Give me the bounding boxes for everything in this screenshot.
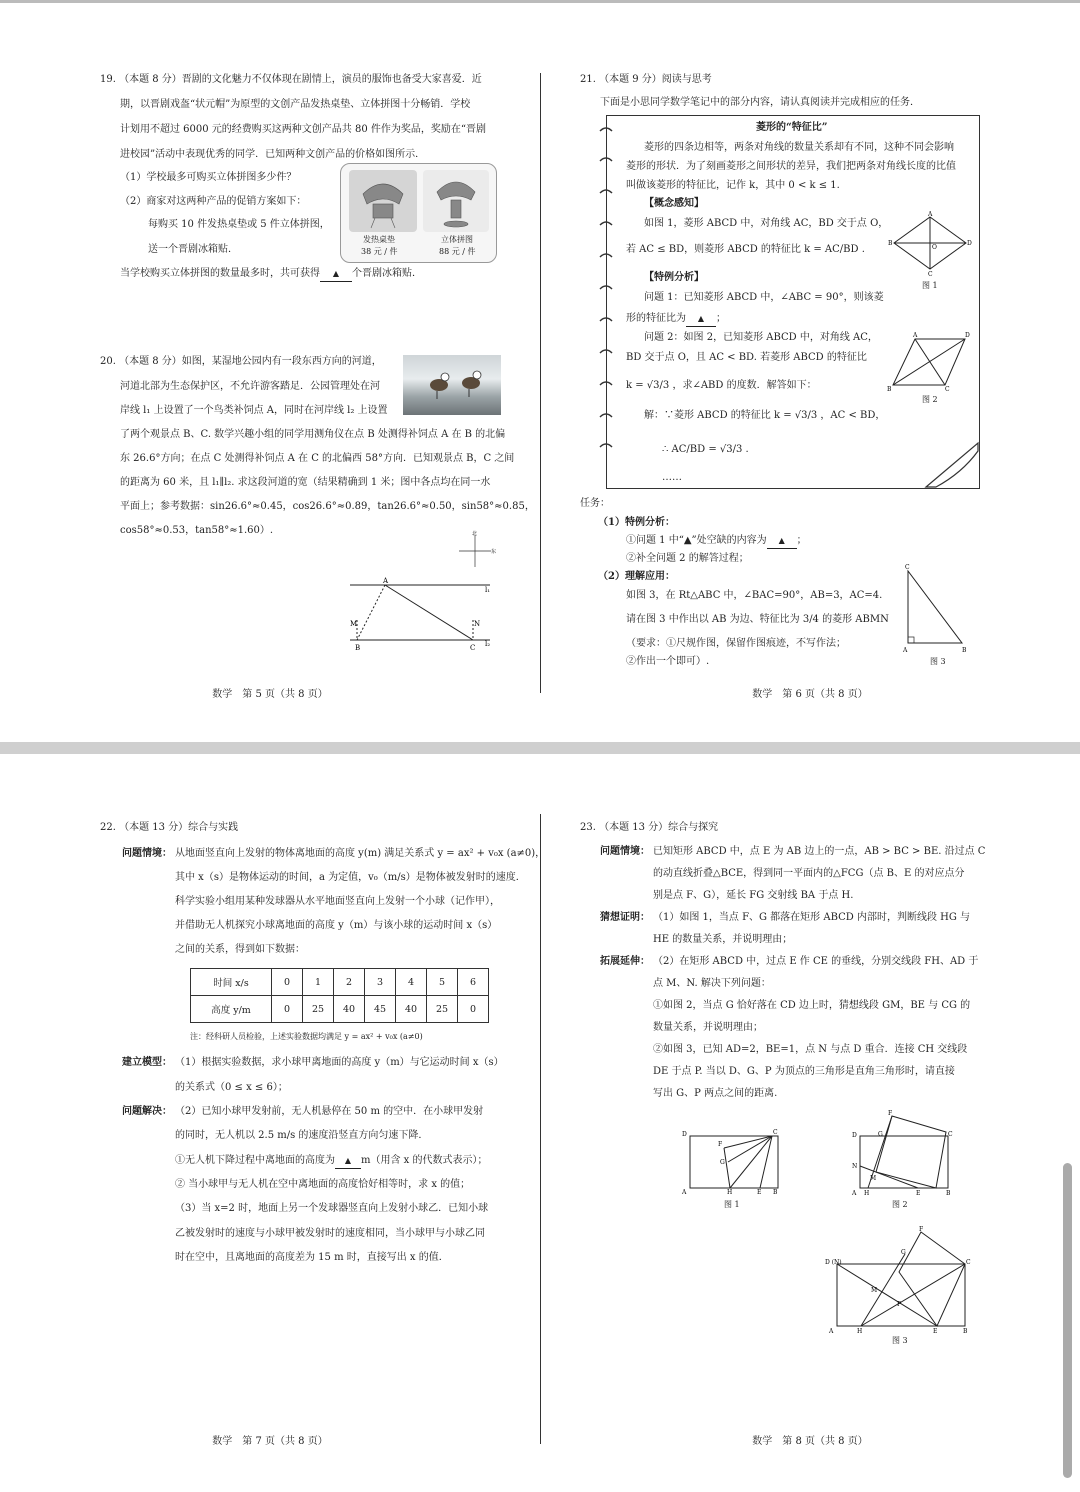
svg-text:M: M xyxy=(870,1175,877,1182)
q22-s3: 科学实验小组用某种发球器从水平地面竖直向上发射一个小球（记作甲）， xyxy=(175,896,500,907)
q22-r3 xyxy=(175,1154,487,1169)
table-row-height xyxy=(191,996,489,1023)
svg-text:C: C xyxy=(470,644,476,652)
table-cell: 40 xyxy=(334,996,365,1023)
q23-figure-2 xyxy=(850,1110,960,1198)
svg-text:D: D xyxy=(967,240,972,247)
table-cell: 2 xyxy=(334,969,365,996)
answer-blank[interactable]: ▲ xyxy=(767,534,797,549)
note-line-11: BD 交于点 O，且 AC < BD. 若菱形 ABCD 的特征比 xyxy=(626,352,867,363)
svg-text:P: P xyxy=(897,1301,902,1308)
q19-line-2: 期，以晋剧戏盔“状元帽”为原型的文创产品发热桌垫、立体拼图十分畅销．学校 xyxy=(120,99,471,110)
task-heading: 任务： xyxy=(580,498,610,509)
q22-model-label: 建立模型： xyxy=(122,1057,172,1068)
bird-photo xyxy=(403,355,501,415)
note-line-2: 菱形的形状．为了刻画菱形之间形状的差异，我们把两条对角线长度的比值 xyxy=(626,161,956,172)
q22-s5: 之间的关系，得到如下数据： xyxy=(175,944,305,955)
q23-e5: ②如图 3，已知 AD=2，BE=1，点 N 与点 D 重合．连接 CH 交线段 xyxy=(653,1044,968,1055)
q23-figure-1-caption: 图 1 xyxy=(724,1200,740,1209)
q23-guess-label: 猜想证明： xyxy=(600,912,650,923)
q22-s4: 并借助无人机探究小球离地面的高度 y（m）与该小球的运动时间 x（s） xyxy=(175,920,498,931)
q22-r2: 的同时，无人机以 2.5 m/s 的速度沿竖直方向匀速下降． xyxy=(175,1130,429,1141)
svg-text:F: F xyxy=(888,1110,893,1117)
svg-text:H: H xyxy=(857,1328,863,1335)
svg-text:B: B xyxy=(887,386,892,393)
q19-line-4: 进校园”活动中表现优秀的同学．已知两种文创产品的价格如图所示． xyxy=(120,149,426,160)
page-7-footer: 数学 第 7 页（共 8 页） xyxy=(212,1436,328,1447)
svg-text:A: A xyxy=(903,647,908,654)
product-1-name: 发热桌垫 xyxy=(363,235,395,244)
q23-e7: 写出 G、P 两点之间的距离. xyxy=(653,1088,778,1099)
svg-text:l₁: l₁ xyxy=(485,586,491,594)
note-line-9: 形的特征比为 ▲ ； xyxy=(626,312,726,327)
svg-text:B: B xyxy=(946,1190,951,1197)
svg-text:B: B xyxy=(773,1189,778,1196)
svg-text:E: E xyxy=(916,1190,921,1197)
svg-text:N: N xyxy=(852,1163,858,1170)
note-line-12: k = √3/3 ，求∠ABD 的度数．解答如下： xyxy=(626,380,817,391)
q23-s1: 已知矩形 ABCD 中，点 E 为 AB 边上的一点，AB > BC > BE. 沿过点 C xyxy=(653,846,986,857)
table-row-time xyxy=(191,969,489,996)
svg-text:A: A xyxy=(928,211,933,218)
q23-s2: 的动直线折叠△BCE，得到同一平面内的△FCG（点 B、E 的对应点分 xyxy=(653,868,965,879)
table-cell: 1 xyxy=(303,969,334,996)
svg-text:D: D xyxy=(682,1131,687,1138)
table-cell: 25 xyxy=(303,996,334,1023)
note-line-9-text: 形的特征比为 xyxy=(626,313,686,324)
q21-intro: 下面是小思同学数学笔记中的部分内容，请认真阅读并完成相应的任务． xyxy=(600,97,920,108)
q23-e3: ①如图 2，当点 G 恰好落在 CD 边上时，猜想线段 GM，BE 与 CG 的 xyxy=(653,1000,971,1011)
figure-2-rhombus xyxy=(885,329,975,395)
task-2d: ②作出一个即可）. xyxy=(626,656,710,667)
svg-text:A: A xyxy=(682,1189,687,1196)
figure-2-caption: 图 2 xyxy=(922,395,938,404)
svg-text:l₂: l₂ xyxy=(485,640,491,648)
task-1a-text: ①问题 1 中“▲”处空缺的内容为 xyxy=(626,535,767,546)
river-diagram xyxy=(345,575,505,655)
answer-blank[interactable]: ▲ xyxy=(320,267,352,282)
q22-solve-label: 问题解决： xyxy=(122,1106,172,1117)
q19-sub-1: （1）学校最多可购买立体拼图多少件？ xyxy=(120,172,297,183)
q23-e2: 点 M、N. 解决下列问题： xyxy=(653,978,771,989)
q20-line-8: cos58°≈0.53，tan58°≈1.60）. xyxy=(120,525,274,536)
svg-text:M: M xyxy=(350,620,358,628)
q20-line-1: 20. （本题 8 分）如图，某湿地公园内有一段东西方向的河道， xyxy=(100,356,382,367)
q19-sub-3 xyxy=(120,267,422,282)
q20-line-6: 的距离为 60 米，且 l₁∥l₂. 求这段河道的宽（结果精确到 1 米；图中各点均在同一水 xyxy=(120,477,491,488)
svg-text:D: D xyxy=(965,332,970,339)
svg-text:东: 东 xyxy=(491,549,497,555)
svg-text:E: E xyxy=(933,1328,938,1335)
q19-sub-2: （2）商家对这两种产品的促销方案如下： xyxy=(120,196,307,207)
q23-figure-2-caption: 图 2 xyxy=(892,1200,908,1209)
product-price-image xyxy=(340,163,497,263)
compass-icon xyxy=(455,531,495,571)
svg-text:B: B xyxy=(355,644,361,652)
q22-r1: （2）已知小球甲发射前，无人机悬停在 50 m 的空中．在小球甲发射 xyxy=(175,1106,484,1117)
q23-g1: （1）如图 1，当点 F、G 都落在矩形 ABCD 内部时，判断线段 HG 与 xyxy=(653,912,971,923)
task-2b: 请在图 3 中作出以 AB 为边、特征比为 3/4 的菱形 ABMN xyxy=(626,614,889,625)
table-cell: 0 xyxy=(272,996,303,1023)
task-1: （1）特例分析： xyxy=(598,517,675,528)
svg-text:D (N): D (N) xyxy=(825,1259,842,1266)
note-line-13: 解：∵菱形 ABCD 的特征比 k = √3/3 ，AC < BD， xyxy=(644,410,886,421)
svg-text:D: D xyxy=(852,1132,857,1139)
q22-r5: （3）当 x=2 时，地面上另一个发球器竖直向上发射小球乙．已知小球 xyxy=(175,1203,489,1214)
product-2-price: 88 元 / 件 xyxy=(439,247,476,256)
note-line-5: 如图 1，菱形 ABCD 中，对角线 AC，BD 交于点 O， xyxy=(644,218,889,229)
data-table xyxy=(190,968,489,1023)
task-1b: ②补全问题 2 的解答过程； xyxy=(626,553,749,564)
q21-heading: 21. （本题 9 分）阅读与思考 xyxy=(580,74,712,85)
svg-text:A: A xyxy=(383,577,389,585)
q22-r4: ② 当小球甲与无人机在空中离地面的高度恰好相等时，求 x 的值； xyxy=(175,1179,471,1190)
q19-sub-3-tail: 个晋剧冰箱贴． xyxy=(352,268,422,279)
q22-r6: 乙被发射时的速度与小球甲被发射时的速度相同，当小球甲与小球乙同 xyxy=(175,1228,485,1239)
product-1-price: 38 元 / 件 xyxy=(361,247,398,256)
svg-text:C: C xyxy=(948,1131,953,1138)
answer-blank[interactable]: ▲ xyxy=(335,1154,361,1169)
bird-shapes xyxy=(403,355,501,415)
answer-blank[interactable]: ▲ xyxy=(686,312,716,327)
note-concept-heading: 【概念感知】 xyxy=(644,198,704,209)
svg-text:G: G xyxy=(720,1159,725,1166)
q22-r7: 时在空中，且离地面的高度差为 15 m 时，直接写出 x 的值． xyxy=(175,1252,449,1263)
table-cell: 3 xyxy=(365,969,396,996)
table-cell: 6 xyxy=(458,969,489,996)
q19-sub-2b: 送一个晋剧冰箱贴． xyxy=(148,244,238,255)
table-cell: 45 xyxy=(365,996,396,1023)
note-line-14: ∴ AC/BD = √3/3 . xyxy=(662,444,749,455)
q20-line-2: 河道北部为生态保护区，不允许游客踏足．公园管理处在河 xyxy=(120,381,380,392)
svg-text:G: G xyxy=(878,1131,883,1138)
table-cell: 40 xyxy=(396,996,427,1023)
q19-line-3: 计划用不超过 6000 元的经费购买这两种文创产品共 80 件作为奖品，奖励在“晋剧 xyxy=(120,124,487,135)
page-8-footer: 数学 第 8 页（共 8 页） xyxy=(752,1436,868,1447)
q22-m2: 的关系式（0 ≤ x ≤ 6）； xyxy=(175,1082,288,1093)
q23-e1: （2）在矩形 ABCD 中，过点 E 作 CE 的垂线，分别交线段 FH、AD 于 xyxy=(653,956,979,967)
q19-line-1: 19. （本题 8 分）晋剧的文化魅力不仅体现在剧情上，演员的服饰也备受大家喜爱．近 xyxy=(100,74,482,85)
page-6-footer: 数学 第 6 页（共 8 页） xyxy=(752,689,868,700)
table-header-height: 高度 y/m xyxy=(191,996,272,1023)
table-header-time: 时间 x/s xyxy=(191,969,272,996)
q23-figure-1 xyxy=(680,1126,784,1198)
q23-extend-label: 拓展延伸： xyxy=(600,956,650,967)
table-cell: 0 xyxy=(458,996,489,1023)
page-curl xyxy=(926,443,982,493)
svg-text:北: 北 xyxy=(472,531,478,537)
q23-e6: DE 于点 P. 当以 D、G、P 为顶点的三角形是直角三角形时，请直接 xyxy=(653,1066,955,1077)
svg-text:A: A xyxy=(829,1328,834,1335)
figure-1-caption: 图 1 xyxy=(922,281,938,290)
svg-text:C: C xyxy=(928,271,933,278)
task-2a: 如图 3，在 Rt△ABC 中，∠BAC=90°，AB=3，AC=4. xyxy=(626,590,883,601)
q23-situation-label: 问题情境： xyxy=(600,846,650,857)
svg-text:G: G xyxy=(901,1249,906,1256)
q22-r3-text: ①无人机下降过程中离地面的高度为 xyxy=(175,1155,335,1166)
table-cell: 5 xyxy=(427,969,458,996)
q22-r3-tail: m（用含 x 的代数式表示）； xyxy=(361,1155,488,1166)
product-2-name: 立体拼图 xyxy=(441,235,473,244)
spread-gap xyxy=(0,742,1080,754)
figure-3-triangle xyxy=(900,563,980,655)
vertical-scrollbar[interactable] xyxy=(1063,1163,1072,1478)
svg-text:F: F xyxy=(718,1141,723,1148)
page-8 xyxy=(540,754,1080,1492)
q20-line-3: 岸线 l₁ 上设置了一个鸟类补饲点 A，同时在河岸线 l₂ 上设置 xyxy=(120,405,388,416)
svg-text:B: B xyxy=(963,1328,968,1335)
q22-s1: 从地面竖直向上发射的物体离地面的高度 y(m) 满足关系式 y = ax² + v₀x (a≠0)， xyxy=(175,848,546,859)
svg-text:C: C xyxy=(966,1259,971,1266)
q20-line-5: 东 26.6°方向；在点 C 处测得补饲点 A 在 C 的北偏西 58°方向．已知观景点 B，C 之间 xyxy=(120,453,515,464)
svg-text:C: C xyxy=(773,1129,778,1136)
q23-heading: 23. （本题 13 分）综合与探究 xyxy=(580,822,719,833)
page-5 xyxy=(0,3,540,745)
svg-text:B: B xyxy=(962,647,967,654)
bottom-spread xyxy=(0,754,1080,1492)
svg-text:C: C xyxy=(945,386,950,393)
svg-text:O: O xyxy=(932,244,937,251)
table-cell: 25 xyxy=(427,996,458,1023)
note-line-6: 若 AC ≤ BD，则菱形 ABCD 的特征比 k = AC/BD . xyxy=(626,244,865,255)
q22-s2: 其中 x（s）是物体运动的时间，a 为定值，v₀（m/s）是物体被发射时的速度． xyxy=(175,872,526,883)
note-line-8: 问题 1：已知菱形 ABCD 中，∠ABC = 90°，则该菱 xyxy=(644,292,884,303)
svg-text:C: C xyxy=(905,564,910,571)
svg-text:A: A xyxy=(913,332,918,339)
q23-figure-3-caption: 图 3 xyxy=(892,1336,908,1345)
q19-sub-3-text: 当学校购买立体拼图的数量最多时，共可获得 xyxy=(120,268,320,279)
page-6 xyxy=(540,3,1080,745)
page-5-footer: 数学 第 5 页（共 8 页） xyxy=(212,689,328,700)
table-cell: 0 xyxy=(272,969,303,996)
table-note: 注：经科研人员检验，上述实验数据均满足 y = ax² + v₀x (a≠0) xyxy=(190,1032,423,1041)
q20-line-7: 平面上；参考数据：sin26.6°≈0.45，cos26.6°≈0.89，tan26.6°≈0.50，sin58°≈0.85， xyxy=(120,501,535,512)
top-spread xyxy=(0,0,1080,745)
svg-text:F: F xyxy=(919,1226,924,1233)
notebook-rings xyxy=(596,121,618,461)
task-2c: （要求：①尺规作图，保留作图痕迹，不写作法； xyxy=(626,638,846,649)
note-special-heading: 【特例分析】 xyxy=(644,272,704,283)
note-title: 菱形的“特征比” xyxy=(756,122,828,133)
svg-text:B: B xyxy=(888,240,893,247)
note-line-3: 叫做该菱形的特征比，记作 k，其中 0 < k ≤ 1. xyxy=(626,180,840,191)
svg-text:H: H xyxy=(727,1189,733,1196)
table-cell: 4 xyxy=(396,969,427,996)
note-ellipsis: …… xyxy=(662,472,682,483)
svg-text:H: H xyxy=(864,1190,870,1197)
svg-text:N: N xyxy=(474,620,481,628)
q20-line-4: 了两个观景点 B、C. 数学兴趣小组的同学用测角仪在点 B 处测得补饲点 A 在 B 的北偏 xyxy=(120,429,506,440)
q19-sub-2a: 每购买 10 件发热桌垫或 5 件立体拼图， xyxy=(148,219,330,230)
note-line-10: 问题 2：如图 2，已知菱形 ABCD 中，对角线 AC， xyxy=(644,332,878,343)
q22-m1: （1）根据实验数据，求小球甲离地面的高度 y（m）与它运动时间 x（s） xyxy=(175,1057,504,1068)
task-2: （2）理解应用： xyxy=(598,571,675,582)
q22-heading: 22. （本题 13 分）综合与实践 xyxy=(100,822,239,833)
q22-situation-label: 问题情境： xyxy=(122,848,172,859)
q23-figure-3 xyxy=(825,1224,975,1334)
svg-text:E: E xyxy=(757,1189,762,1196)
q23-g2: HE 的数量关系，并说明理由； xyxy=(653,934,793,945)
q23-e4: 数量关系，并说明理由； xyxy=(653,1022,763,1033)
svg-text:M: M xyxy=(871,1287,878,1294)
svg-text:A: A xyxy=(852,1190,857,1197)
q23-s3: 别是点 F、G），延长 FG 交射线 BA 于点 H. xyxy=(653,890,854,901)
page-7 xyxy=(0,754,546,1492)
note-line-1: 菱形的四条边相等，两条对角线的数量关系却有不同，这种不同会影响 xyxy=(644,142,954,153)
task-1a: ①问题 1 中“▲”处空缺的内容为 ▲ ； xyxy=(626,534,807,549)
figure-3-caption: 图 3 xyxy=(930,657,946,666)
